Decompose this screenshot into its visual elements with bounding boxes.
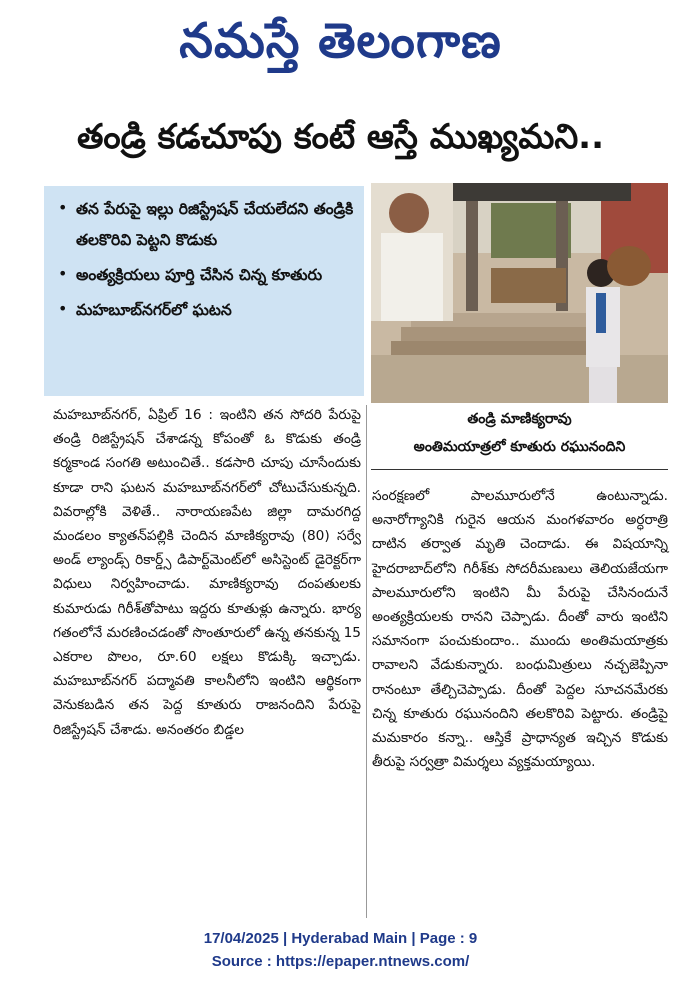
masthead-logo: నమస్తే తెలంగాణ bbox=[179, 13, 502, 69]
bullet-icon: • bbox=[58, 264, 68, 283]
cremation-ground-photo bbox=[371, 183, 668, 403]
article-text: సంరక్షణలో పాలమూరులోనే ఉంటున్నాడు. అనారోగ్యానికి గురైన ఆయన మంగళవారం అర్ధరాత్రి దాటిన తర్వాత మృతి చెందాడు. ఈ విషయాన్ని హైదరాబాద్‌లోని గిరీశ్‌కు సోదరీమణులు తెలియజేయగా పాలమూరులోని ఇంటిని మీ పేరుపై చేసినందునే అంత్యక్రియలకు రానని చెప్పాడు. దీంతో వారు ఇంటిని సమానంగా పంచుకుందాం.. ముందు అంతిమయాత్రకు రావాలని వేడుకున్నారు. బంధుమిత్రులు నచ్చజెప్పినా రానంటూ తేల్చిచెప్పాడు. దీంతో పెద్దల సూచనమేరకు చిన్న కూతురు రఘునందిని తలకొరివి పెట్టారు. తండ్రిపై మమకారం కన్నా.. ఆస్తికే ప్రాధాన్యత ఇచ్చిన కొడుకు తీరుపై సర్వత్రా విమర్శలు వ్యక్తమయ్యాయి. bbox=[372, 488, 668, 771]
highlight-text: అంత్యక్రియలు పూర్తి చేసిన చిన్న కూతురు bbox=[76, 266, 323, 284]
footer-edition-info: 17/04/2025 | Hyderabad Main | Page : 9 bbox=[203, 930, 478, 947]
footer-source: Source : https://epaper.ntnews.com/ bbox=[211, 953, 470, 970]
article-column-right bbox=[372, 484, 668, 774]
highlight-text: తన పేరుపై ఇల్లు రిజిస్ట్రేషన్ చేయలేదని తండ్రికి తలకొరివి పెట్టని కొడుకు bbox=[76, 200, 354, 249]
article-text: మహబూబ్‌నగర్, ఏప్రిల్ 16 : ఇంటిని తన సోదరి పేరుపై తండ్రి రిజిస్ట్రేషన్ చేశాడన్న కోపంతో ఓ కొడుకు తండ్రి కర్మకాండ సంగతి అటుంచితే.. కడసారి చూపు చూసేందుకు కూడా రాని ఘటన మహబూబ్‌నగర్‌లో చోటుచేసుకున్నది. వివరాల్లోకి వెళితే.. నారాయణపేట జిల్లా దామరగిద్ద మండలం క్యాతన్‌పల్లికి చెందిన మాణిక్యరావు (80) సర్వే అండ్ ల్యాండ్స్ రికార్డ్స్ డిపార్ట్‌మెంట్‌లో అసిస్టెంట్ డైరెక్టర్‌గా విధులు నిర్వహించాడు. మాణిక్యరావు దంపతులకు కుమారుడు గిరీశ్‌తోపాటు ఇద్దరు కూతుళ్లు ఉన్నారు. భార్య గతంలోనే మరణించడంతో సొంతూరులో ఉన్న తనకున్న 15 ఎకరాల పొలం, రూ.60 లక్షలు కొడుక్కి ఇచ్చాడు. మహబూబ్‌నగర్ పద్మావతి కాలనీలోని ఇంటిని ఆర్థికంగా వెనుకబడిన తన పెద్ద కూతురు రాజనందిని పేరుపై రిజిస్ట్రేషన్ చేశాడు. అనంతరం బిడ్డల bbox=[53, 407, 361, 738]
highlight-item bbox=[58, 295, 354, 326]
caption-line-1: తండ్రి మాణిక్యరావు bbox=[467, 411, 572, 427]
article-headline: తండ్రి కడచూపు కంటే ఆస్తే ముఖ్యమని.. bbox=[76, 117, 605, 157]
caption-line-2: అంతిమయాత్రలో కూతురు రఘునందిని bbox=[413, 439, 626, 455]
column-divider bbox=[366, 405, 367, 918]
highlight-item bbox=[58, 260, 354, 291]
news-photo bbox=[371, 183, 668, 403]
highlights-box bbox=[44, 186, 364, 396]
highlight-item bbox=[58, 194, 354, 256]
article-column-left bbox=[53, 403, 361, 742]
photo-caption bbox=[371, 405, 668, 470]
highlight-text: మహబూబ్‌నగర్‌లో ఘటన bbox=[76, 301, 232, 319]
bullet-icon: • bbox=[58, 198, 68, 217]
bullet-icon: • bbox=[58, 299, 68, 318]
